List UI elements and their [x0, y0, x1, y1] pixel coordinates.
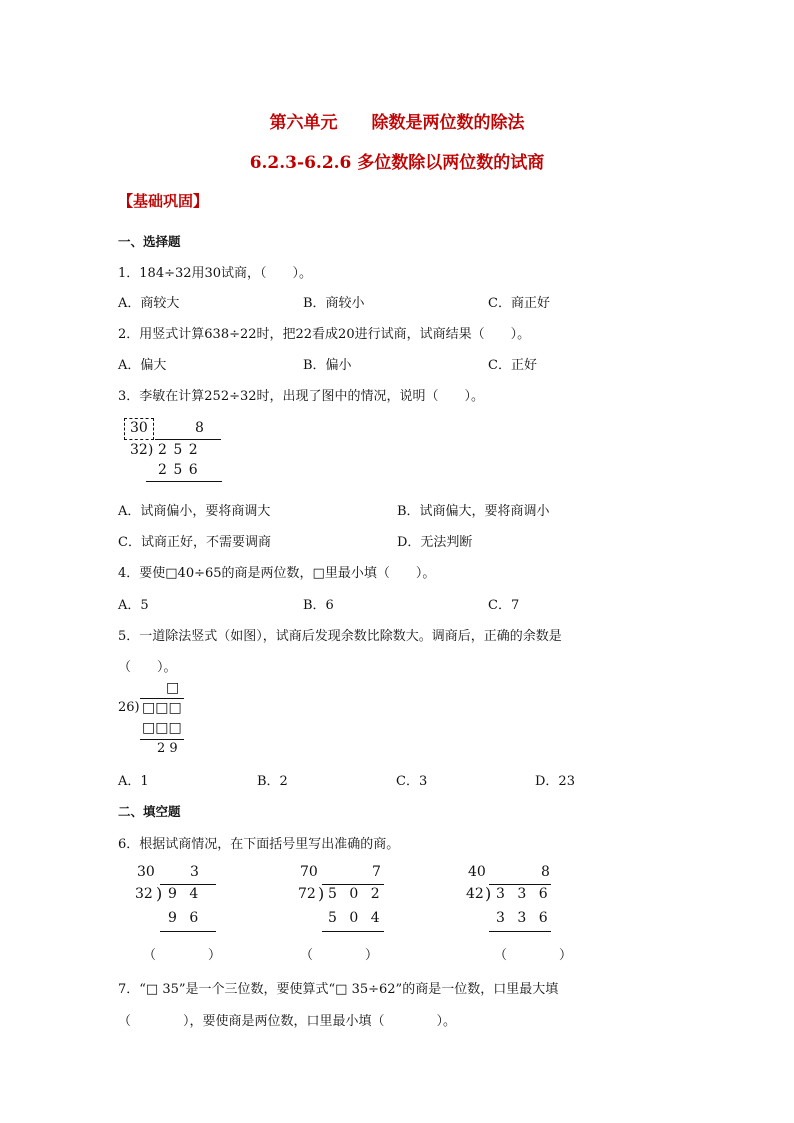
question-5-blank: （ ）。	[118, 660, 177, 675]
unit-label: 第六单元	[269, 113, 338, 133]
dividend: 2 5 2	[158, 442, 199, 458]
divisor: 42	[466, 886, 484, 902]
q5-option-b: B．2	[257, 774, 288, 789]
q5-option-a: A．1	[118, 774, 149, 789]
question-2: 2．用竖式计算638÷22时，把22看成20进行试商，试商结果（ ）。	[118, 327, 531, 342]
q4-option-b: B．6	[303, 598, 334, 613]
part2-heading: 二、填空题	[118, 804, 181, 819]
question-3: 3．李敏在计算252÷32时，出现了图中的情况，说明（ ）。	[118, 389, 485, 404]
answer-blank-1[interactable]: （ ）	[143, 948, 222, 963]
quotient: 8	[541, 864, 550, 880]
divisor: 26)	[118, 700, 140, 715]
q2-option-a: A．偏大	[118, 358, 167, 373]
question-4: 4．要使□40÷65的商是两位数，□里最小填（ ）。	[118, 566, 436, 581]
q3-option-a: A．试商偏小，要将商调大	[118, 504, 271, 519]
division-bracket: )	[156, 884, 163, 903]
trial-divisor: 70	[300, 864, 318, 880]
quotient: 3	[190, 864, 199, 880]
q2-option-c: C．正好	[488, 358, 537, 373]
subtraction-line	[160, 931, 216, 932]
division-bar	[155, 439, 221, 440]
dividend: 9 4	[168, 886, 203, 902]
q3-option-d: D．无法判断	[397, 535, 473, 550]
quotient: 8	[195, 420, 204, 436]
lesson-title: 6.2.3-6.2.6 多位数除以两位数的试商	[249, 153, 545, 173]
q5-option-c: C．3	[396, 774, 428, 789]
unit-title	[0, 108, 794, 133]
q4-option-c: C．7	[488, 598, 520, 613]
answer-blank-3[interactable]: （ ）	[494, 948, 573, 963]
q1-option-b: B．商较小	[303, 296, 365, 311]
q1-option-c: C．商正好	[488, 296, 550, 311]
divisor: 72	[298, 886, 316, 902]
product: 5 0 4	[328, 910, 384, 926]
question-5: 5．一道除法竖式（如图），试商后发现余数比除数大。调商后，正确的余数是	[118, 629, 562, 644]
question-7-line-1: 7．“□ 35”是一个三位数，要使算式“□ 35÷62”的商是一位数，口里最大填	[118, 982, 559, 997]
dividend: 3 3 6	[496, 886, 552, 902]
division-bracket: )	[318, 884, 325, 903]
subtraction-line	[322, 931, 384, 932]
trial-divisor: 40	[468, 864, 486, 880]
question-7-line-2: （ ），要使商是两位数，口里最小填（ ）。	[118, 1014, 457, 1029]
question-1: 1．184÷32用30试商，（ ）。	[118, 266, 313, 281]
quotient-box: □	[166, 680, 180, 696]
remainder: 2 9	[157, 741, 178, 756]
q1-option-a: A．商较大	[118, 296, 180, 311]
q5-option-d: D．23	[535, 774, 575, 789]
quotient: 7	[372, 864, 381, 880]
divisor: 32)	[130, 442, 154, 458]
section-tag: 【基础巩固】	[118, 192, 209, 210]
question-6: 6．根据试商情况，在下面括号里写出准确的商。	[118, 837, 400, 852]
product: 3 3 6	[496, 910, 552, 926]
division-bar	[140, 698, 184, 699]
q2-option-b: B．偏小	[303, 358, 352, 373]
trial-divisor: 30	[137, 864, 155, 880]
q4-option-a: A．5	[118, 598, 149, 613]
unit-topic: 除数是两位数的除法	[371, 113, 525, 133]
part1-heading: 一、选择题	[118, 234, 181, 249]
subtraction-line	[140, 739, 184, 740]
subtraction-line	[489, 931, 551, 932]
division-bar	[322, 884, 384, 885]
divisor: 32	[135, 886, 153, 902]
q3-option-b: B．试商偏大，要将商调小	[397, 504, 550, 519]
division-bracket: )	[485, 884, 492, 903]
division-bar	[160, 884, 216, 885]
q3-option-c: C．试商正好，不需要调商	[118, 535, 271, 550]
trial-divisor: 30	[130, 420, 148, 436]
division-bar	[489, 884, 551, 885]
product: 2 5 6	[158, 462, 199, 478]
dividend-boxes: □□□	[142, 700, 182, 716]
answer-blank-2[interactable]: （ ）	[300, 948, 379, 963]
product: 9 6	[168, 910, 203, 926]
product-boxes: □□□	[142, 720, 182, 736]
dividend: 5 0 2	[328, 886, 384, 902]
subtraction-line	[146, 481, 222, 482]
